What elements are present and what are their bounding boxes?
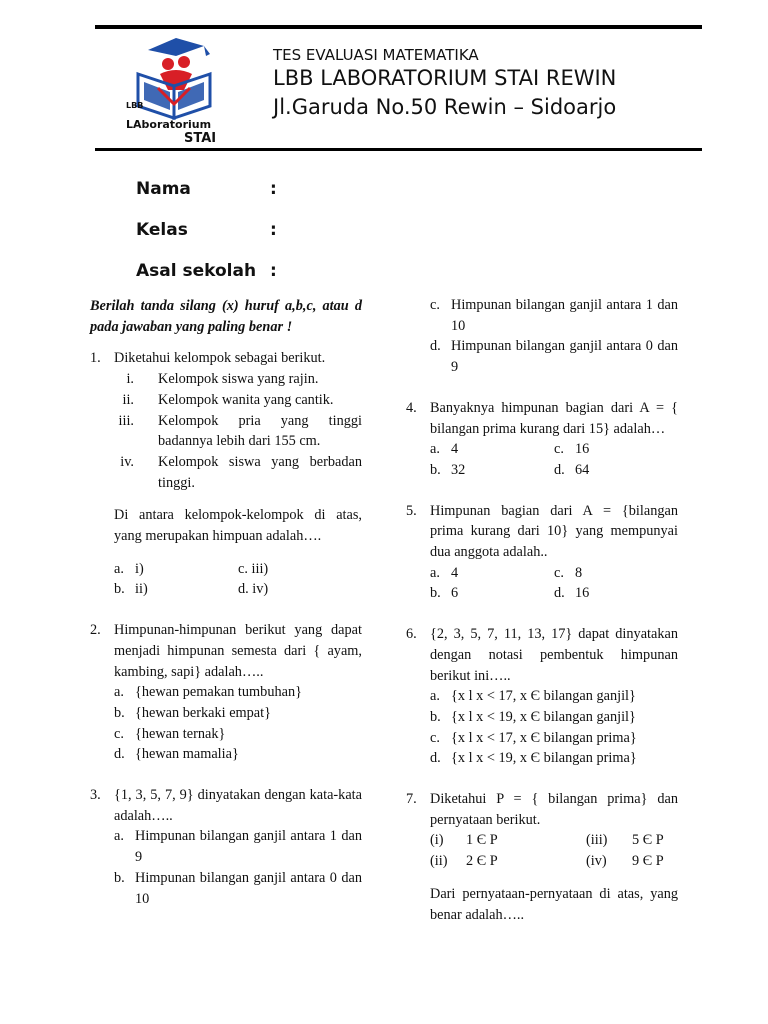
answer-option-c[interactable]: c. 16: [554, 441, 590, 458]
list-item: i. Kelompok siswa yang rajin.: [126, 371, 319, 388]
answer-option-a[interactable]: a. 4: [430, 441, 459, 458]
list-item: iii. Kelompok pria yang tinggi badannya lebih dari 155 cm.: [118, 412, 362, 450]
answer-option-b[interactable]: b. {hewan berkaki empat}: [114, 704, 271, 721]
statement-text: 5 Є P: [632, 832, 664, 849]
answer-option-b[interactable]: b. {x l x < 19, x Є bilangan ganjil}: [430, 708, 636, 725]
school-label: Asal sekolah: [136, 261, 257, 281]
question-3-continued: [406, 295, 678, 378]
question-text: Diketahui P = { bilangan prima} dan pernyataan berikut.: [430, 791, 678, 828]
question-number: 7.: [406, 791, 417, 808]
name-field[interactable]: [136, 179, 277, 199]
answer-option-d[interactable]: d. Himpunan bilangan ganjil antara 0 dan 9: [430, 338, 678, 376]
exam-title: TES EVALUASI MATEMATIKA: [273, 46, 479, 64]
name-colon: :: [270, 179, 277, 199]
name-label: Nama: [136, 179, 191, 199]
institution-name: LBB LABORATORIUM STAI REWIN: [273, 66, 617, 90]
answer-option-b[interactable]: b. 6: [430, 585, 459, 602]
question-3: [90, 785, 362, 909]
logo-text-lbb: LBB: [126, 101, 144, 110]
header-bottom-rule: [95, 148, 702, 151]
institution-address: Jl.Garuda No.50 Rewin – Sidoarjo: [273, 95, 617, 119]
question-4: [406, 398, 678, 481]
answer-option-c[interactable]: c. iii): [238, 560, 269, 577]
answer-options: [114, 559, 362, 600]
question-number: 5.: [406, 502, 417, 519]
question-text: Himpunan bagian dari A = {bilangan prima kurang dari 10} yang mempunyai dua anggota adalah..: [430, 502, 678, 561]
list-item: ii. Kelompok wanita yang cantik.: [122, 391, 334, 408]
statement-number: (ii): [430, 853, 448, 870]
answer-option-d[interactable]: d. 64: [554, 461, 590, 478]
statement-text: 2 Є P: [466, 853, 498, 870]
statement-number: (iii): [586, 832, 608, 849]
answer-option-a[interactable]: a. i): [114, 560, 144, 577]
answer-option-c[interactable]: c. Himpunan bilangan ganjil antara 1 dan 10: [430, 297, 678, 334]
question-number: 6.: [406, 626, 417, 643]
institution-logo: [118, 34, 230, 146]
class-colon: :: [270, 220, 277, 240]
answer-option-d[interactable]: d. {x l x < 19, x Є bilangan prima}: [430, 750, 637, 767]
question-7: [406, 789, 678, 925]
question-text: Banyaknya himpunan bagian dari A = { bilangan prima kurang dari 15} adalah…: [430, 399, 678, 437]
instruction-text: Berilah tanda silang (x) huruf a,b,c, atau d pada jawaban yang paling benar !: [90, 298, 362, 335]
school-colon: :: [270, 261, 277, 281]
answer-option-b[interactable]: b. Himpunan bilangan ganjil antara 0 dan 10: [114, 869, 362, 907]
answer-option-d[interactable]: d. {hewan mamalia}: [114, 746, 239, 763]
list-item: iv. Kelompok siswa yang berbadan tinggi.: [120, 453, 362, 491]
statement-number: (iv): [586, 853, 607, 870]
question-6: [406, 624, 678, 769]
answer-option-c[interactable]: c. {x l x < 17, x Є bilangan prima}: [430, 729, 637, 746]
left-column: [90, 296, 362, 909]
statement-text: 1 Є P: [466, 832, 498, 849]
question-text: Diketahui kelompok sebagai berikut.: [114, 350, 326, 367]
answer-option-d[interactable]: d. 16: [554, 585, 590, 602]
question-followup: Di antara kelompok-kelompok di atas, yang merupakan himpuan adalah….: [114, 507, 362, 545]
right-column: [406, 295, 678, 925]
answer-options: [430, 563, 678, 604]
school-field[interactable]: [136, 261, 277, 281]
answer-option-b[interactable]: b. ii): [114, 581, 148, 598]
question-text: {2, 3, 5, 7, 11, 13, 17} dapat dinyatakan dengan notasi pembentuk himpunan berikut ini…..: [430, 626, 678, 684]
logo-text-laboratorium: LAboratorium: [126, 118, 212, 131]
question-text: {1, 3, 5, 7, 9} dinyatakan dengan kata-kata adalah…..: [114, 787, 362, 824]
question-5: [406, 501, 678, 605]
answer-option-b[interactable]: b. 32: [430, 461, 466, 478]
question-number: 1.: [90, 350, 101, 367]
answer-option-a[interactable]: a. 4: [430, 564, 459, 581]
header-top-rule: [95, 25, 702, 29]
answer-option-a[interactable]: a. {x l x < 17, x Є bilangan ganjil}: [430, 688, 636, 705]
class-label: Kelas: [136, 220, 188, 240]
question-2: [90, 620, 362, 765]
question-number: 2.: [90, 622, 101, 639]
answer-option-c[interactable]: c. 8: [554, 564, 583, 581]
question-text: Himpunan-himpunan berikut yang dapat menjadi himpunan semesta dari { ayam, kambing, sapi} adalah…..: [114, 622, 362, 680]
class-field[interactable]: [136, 220, 277, 240]
question-followup: Dari pernyataan-pernyataan di atas, yang benar adalah…..: [430, 885, 678, 923]
answer-option-c[interactable]: c. {hewan ternak}: [114, 725, 226, 742]
answer-options: [430, 439, 678, 480]
answer-option-a[interactable]: a. Himpunan bilangan ganjil antara 1 dan 9: [114, 828, 362, 866]
question-number: 4.: [406, 399, 417, 416]
statement-list: [430, 830, 678, 871]
statement-text: 9 Є P: [632, 853, 664, 870]
statement-number: (i): [430, 832, 444, 849]
question-1: [90, 348, 362, 600]
answer-option-d[interactable]: d. iv): [238, 581, 269, 598]
logo-text-stai: STAI: [184, 131, 217, 146]
answer-option-a[interactable]: a. {hewan pemakan tumbuhan}: [114, 684, 302, 701]
question-number: 3.: [90, 787, 101, 804]
